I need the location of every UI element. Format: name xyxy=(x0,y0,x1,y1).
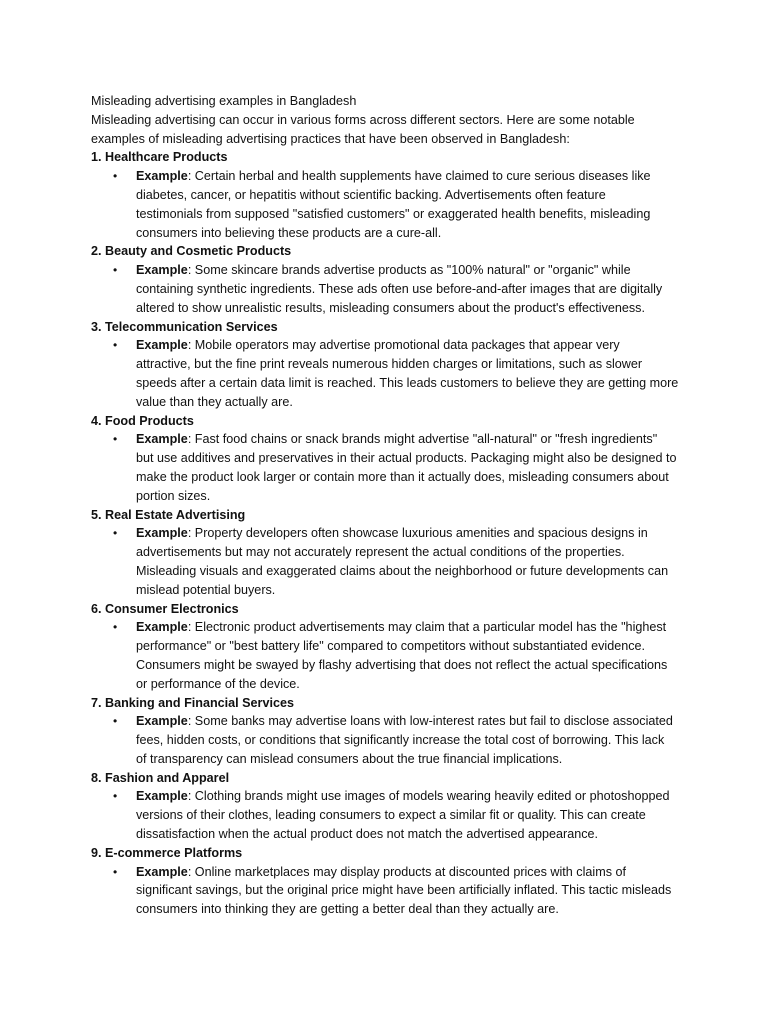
section-heading: 8. Fashion and Apparel xyxy=(91,770,230,785)
example-label: Example xyxy=(136,169,188,184)
example-text-line: of transparency can mislead consumers about the true financial implications. xyxy=(136,751,563,766)
example-list xyxy=(91,787,691,843)
bullet-icon: • xyxy=(113,620,118,635)
document-page xyxy=(91,92,691,919)
example-text-line: testimonials from supposed "satisfied customers" or exaggerated health benefits, misleading xyxy=(136,206,651,221)
section-heading: 6. Consumer Electronics xyxy=(91,601,239,616)
example-item xyxy=(91,167,691,242)
section xyxy=(91,769,691,844)
example-item xyxy=(91,712,691,768)
section xyxy=(91,148,691,242)
example-list xyxy=(91,261,691,317)
example-text-line: portion sizes. xyxy=(136,488,211,503)
intro-line: examples of misleading advertising practices that have been observed in Bangladesh: xyxy=(91,131,570,146)
example-item xyxy=(91,336,691,411)
example-text: : Electronic product advertisements may claim that a particular model has the "highest xyxy=(187,620,667,635)
example-list xyxy=(91,167,691,242)
section xyxy=(91,600,691,694)
section xyxy=(91,412,691,506)
example-list xyxy=(91,863,691,919)
example-text-line: attractive, but the fine print reveals numerous hidden charges or limitations, such as slower xyxy=(136,357,643,372)
example-text-line: Misleading visuals and exaggerated claims about the neighborhood or future developments can xyxy=(136,563,669,578)
bullet-icon: • xyxy=(113,338,118,353)
example-item xyxy=(91,430,691,505)
example-text-line: versions of their clothes, leading consumers to expect a similar fit or quality. This can create xyxy=(136,808,646,823)
example-text-line: advertisements but may not accurately represent the actual conditions of the properties. xyxy=(136,545,625,560)
bullet-icon: • xyxy=(113,526,118,541)
example-text-line xyxy=(136,167,691,186)
example-text-line: diabetes, cancer, or hepatitis without scientific backing. Advertisements often feature xyxy=(136,187,606,202)
document-title: Misleading advertising examples in Bangladesh xyxy=(91,94,357,108)
example-text-line xyxy=(136,430,691,449)
example-text-line xyxy=(136,712,691,731)
example-label: Example xyxy=(136,526,188,541)
example-text-line: Consumers might be swayed by flashy advertising that does not reflect the actual specifications xyxy=(136,657,668,672)
example-list xyxy=(91,430,691,505)
section xyxy=(91,506,691,600)
example-label: Example xyxy=(136,263,188,278)
example-list xyxy=(91,336,691,411)
example-text-line: dissatisfaction when the actual product does not match the advertised appearance. xyxy=(136,827,599,842)
bullet-icon: • xyxy=(113,263,118,278)
example-label: Example xyxy=(136,789,188,804)
example-text: : Some banks may advertise loans with low-interest rates but fail to disclose associated xyxy=(187,714,673,729)
example-text-line xyxy=(136,336,691,355)
example-list xyxy=(91,524,691,599)
bullet-icon: • xyxy=(113,789,118,804)
example-text: : Some skincare brands advertise products as "100% natural" or "organic" while xyxy=(187,263,631,278)
bullet-icon: • xyxy=(113,714,118,729)
example-text: : Certain herbal and health supplements have claimed to cure serious diseases like xyxy=(187,169,651,184)
section xyxy=(91,318,691,412)
section-heading: 1. Healthcare Products xyxy=(91,150,228,165)
section-heading: 2. Beauty and Cosmetic Products xyxy=(91,244,292,259)
bullet-icon: • xyxy=(113,169,118,184)
example-text-line: significant savings, but the original price might have been artificially inflated. This tactic misleads xyxy=(136,883,672,898)
section xyxy=(91,844,691,919)
example-text-line: fees, hidden costs, or conditions that significantly increase the total cost of borrowing. This lack xyxy=(136,733,665,748)
example-text-line xyxy=(136,863,691,882)
example-text-line: containing synthetic ingredients. These ads often use before-and-after images that are digitally xyxy=(136,281,663,296)
intro-line: Misleading advertising can occur in various forms across different sectors. Here are some notable xyxy=(91,112,635,127)
example-text-line xyxy=(136,524,691,543)
example-text-line xyxy=(136,787,691,806)
section-heading: 9. E-commerce Platforms xyxy=(91,845,243,860)
example-text-line: consumers into thinking they are getting a better deal than they actually are. xyxy=(136,902,559,917)
example-text-line: speeds after a certain data limit is reached. This leads customers to believe they are getting more xyxy=(136,375,679,390)
example-text-line xyxy=(136,261,691,280)
section-heading: 5. Real Estate Advertising xyxy=(91,507,246,522)
example-text-line: performance" or "best battery life" compared to competitors without substantiated evidence. xyxy=(136,639,646,654)
example-text: : Mobile operators may advertise promotional data packages that appear very xyxy=(187,338,620,353)
example-label: Example xyxy=(136,432,188,447)
example-text: : Online marketplaces may display products at discounted prices with claims of xyxy=(187,864,626,879)
example-text-line: mislead potential buyers. xyxy=(136,582,276,597)
example-text-line: value than they actually are. xyxy=(136,394,293,409)
example-text-line: but use additives and preservatives in their actual products. Packaging might also be designed to xyxy=(136,451,677,466)
section-heading: 3. Telecommunication Services xyxy=(91,319,278,334)
section xyxy=(91,242,691,317)
example-item xyxy=(91,524,691,599)
example-text: : Property developers often showcase luxurious amenities and spacious designs in xyxy=(187,526,648,541)
sections-list xyxy=(91,148,691,919)
example-item xyxy=(91,618,691,693)
example-item xyxy=(91,261,691,317)
example-text: : Fast food chains or snack brands might advertise "all-natural" or "fresh ingredients" xyxy=(187,432,658,447)
example-label: Example xyxy=(136,338,188,353)
example-text-line: or performance of the device. xyxy=(136,676,300,691)
example-item xyxy=(91,863,691,919)
bullet-icon: • xyxy=(113,864,118,879)
example-list xyxy=(91,618,691,693)
section-heading: 7. Banking and Financial Services xyxy=(91,695,294,710)
example-text-line: make the product look larger or contain more than it actually does, misleading consumers about xyxy=(136,469,669,484)
example-label: Example xyxy=(136,714,188,729)
example-item xyxy=(91,787,691,843)
example-list xyxy=(91,712,691,768)
example-text: : Clothing brands might use images of models wearing heavily edited or photoshopped xyxy=(187,789,670,804)
example-text-line: altered to show unrealistic results, misleading consumers about the product's effectiveness. xyxy=(136,300,645,315)
example-label: Example xyxy=(136,864,188,879)
example-text-line: consumers into believing these products are a cure-all. xyxy=(136,225,442,240)
bullet-icon: • xyxy=(113,432,118,447)
example-label: Example xyxy=(136,620,188,635)
section xyxy=(91,694,691,769)
section-heading: 4. Food Products xyxy=(91,413,194,428)
intro-paragraph xyxy=(91,111,691,149)
example-text-line xyxy=(136,618,691,637)
